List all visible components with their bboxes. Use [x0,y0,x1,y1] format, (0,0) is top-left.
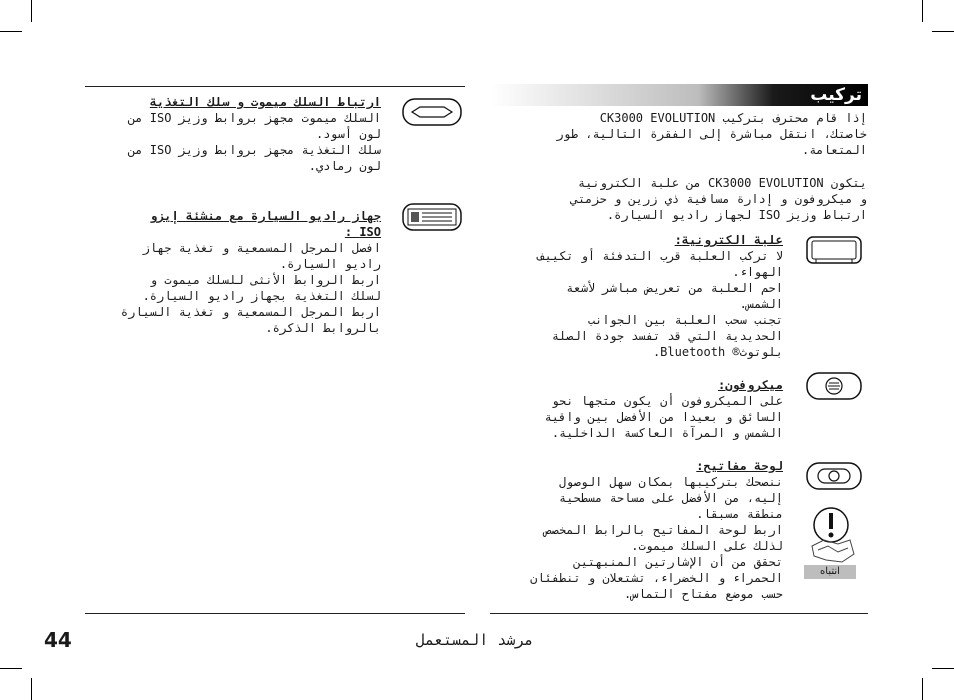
microphone-icon [806,372,862,400]
cable-connection-heading: ارتباط السلك ميموت و سلك التغذية [149,95,381,109]
keypad-icon [806,462,862,490]
radio-iso-text: افصل المرجل المسمعية و تغذية جهاز راديو السيارة. اربط الروابط الأنثى للسلك ميموت و لسلك التغذية بجهاز راديو السيارة. اربط المرجل المسمعية و تغذية السيارة بالروابط الذكرة. [120,241,381,335]
footer-title: مرشد المستعمل [416,631,534,649]
crop-mark [932,668,954,669]
radio-iso-heading: جهاز راديو السيارة مع منشئة إيزو ISO : [149,209,381,239]
crop-mark [31,678,32,700]
crop-mark [932,31,954,32]
section-title-bar [490,84,868,106]
cable-icon [402,98,462,126]
cable-connection-text: السلك ميموت مجهز بروابط وزيز ISO من لون أسود. سلك التغذية مجهز بروابط وزيز ISO من لون رمادي. [128,111,381,173]
keypad-text: ننصحك بتركيبها بمكان سهل الوصول إليه، من الأفضل على مساحة مسطحية منطقة مسبقا. اربط لوحة المفاتيح بالرابط المخصص لذلك على السلك ميموت. تحقق من أن الإشارتين المنبهتين الحمراء و الخضراء، تشتعلان و تنطفئان حسب موضع مفتاح التماس. [530,475,783,601]
electronic-box-icon [806,236,862,264]
crop-mark [922,678,923,700]
intro-paragraph: إذا قام محترف بتركيب CK3000 EVOLUTION خاصتك، انتقل مباشرة إلى الفقرة التالية، طور المتعامة. [556,111,867,157]
section-title: تركيب [810,85,862,105]
crop-mark [0,31,22,32]
keypad-heading: لوحة مفاتيح: [696,459,783,473]
warning-icon [804,506,858,566]
components-paragraph: يتكون CK3000 EVOLUTION من علبة الكترونية و ميكروفون و إدارة مسافية ذي زرين و حزمتي ارتباط وزيز ISO لجهاز راديو السيارة. [570,176,867,222]
microphone-text: على الميكروفون أن يكون متجها نحو السائق و بعيدا من الأفضل بين واقية الشمس و المرآة العاكسة الداخلية. [544,394,783,440]
crop-mark [922,0,923,22]
right-bottom-rule [490,613,868,614]
electronic-box-text: لا تركب العلبة قرب التدفئة أو تكييف الهواء. احم العلبة من تعريض مباشر لأشعة الشمس. تجنب سحب العلبة بين الجوانب الحديدية التي قد تفسد جودة الصلة بلوتوث® Bluetooth. [537,249,783,359]
left-top-rule [85,86,465,87]
car-radio-icon [402,203,462,231]
left-bottom-rule [85,613,465,614]
electronic-box-heading: علبة الكترونية: [674,233,783,247]
crop-mark [31,0,32,22]
microphone-heading: ميكروفون: [717,378,783,392]
crop-mark [0,668,22,669]
note-label: انتباه [804,565,856,579]
page-number: 44 [44,628,72,652]
